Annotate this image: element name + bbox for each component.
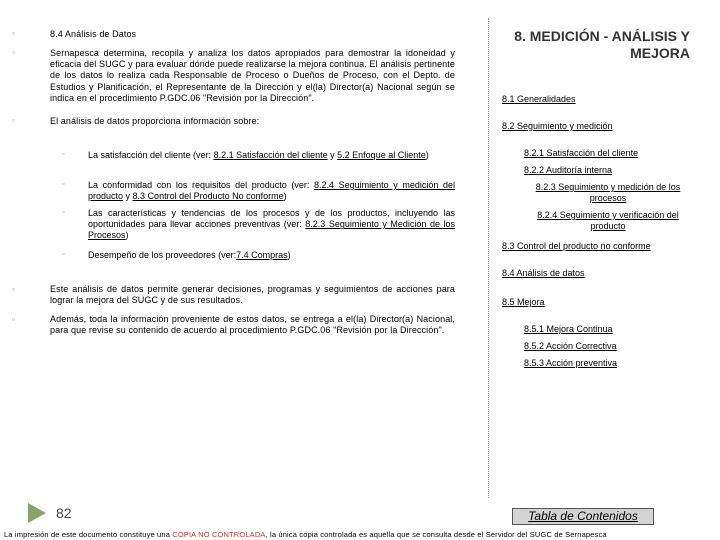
link-enfoque-cliente[interactable]: 5.2 Enfoque al Cliente bbox=[337, 150, 426, 160]
link-satisfaccion-cliente[interactable]: 8.2.1 Satisfacción del cliente bbox=[213, 150, 328, 160]
section-heading: 8.4 Análisis de Datos bbox=[50, 29, 137, 39]
table-of-contents-button[interactable]: Tabla de Contenidos bbox=[512, 508, 654, 525]
sub-item-1-end: ) bbox=[425, 150, 429, 160]
sub-bullet-icon: ▫ bbox=[62, 251, 65, 258]
sub-bullet-icon: ▫ bbox=[62, 181, 65, 188]
toc-item-8-4[interactable]: 8.4 Análisis de datos bbox=[502, 268, 585, 278]
arrow-right-icon bbox=[28, 503, 46, 523]
sub-item-4-end: ) bbox=[287, 250, 291, 260]
toc-item-8-3[interactable]: 8.3 Control del producto no conforme bbox=[502, 241, 651, 251]
toc-item-8-5[interactable]: 8.5 Mejora bbox=[502, 297, 545, 307]
toc-item-8-5-3[interactable]: 8.5.3 Acción preventiva bbox=[524, 358, 618, 368]
sub-item-3-end: ) bbox=[125, 230, 129, 241]
sub-item-4 bbox=[88, 250, 455, 261]
column-divider bbox=[488, 18, 489, 498]
sub-bullet-icon: ▫ bbox=[62, 209, 65, 216]
sub-item-2 bbox=[88, 180, 455, 202]
footer-disclaimer bbox=[4, 530, 716, 539]
toc-item-8-2-3[interactable]: 8.2.3 Seguimiento y medición de los procesos bbox=[535, 182, 681, 203]
toc-panel bbox=[492, 0, 720, 500]
paragraph-4: Además, toda la información proveniente de estos datos, se entrega a el(la) Director(a) Nacional, para que revise su contenido de acuerdo al procedimiento P.GDC.06 "Revisión por la Dirección". bbox=[50, 314, 455, 336]
link-seguimiento-procesos[interactable]: 8.2.3 Seguimiento y Medición de los Procesos bbox=[88, 219, 455, 241]
sub-item-2-mid: y bbox=[123, 191, 133, 202]
toc-title: 8. MEDICIÓN - ANÁLISIS Y MEJORA bbox=[514, 28, 690, 61]
toc-item-8-5-2[interactable]: 8.5.2 Acción Correctiva bbox=[524, 341, 617, 351]
paragraph-3: Este análisis de datos permite generar decisiones, programas y seguimientos de acciones para lograr la mejora del SUGC y de sus resultados. bbox=[50, 284, 455, 306]
link-seguimiento-producto[interactable]: 8.2.4 Seguimiento y medición del producto bbox=[88, 180, 455, 202]
sub-item-2-end: ) bbox=[283, 191, 287, 202]
footer-text-pre: La impresión de este documento constituye una bbox=[4, 530, 173, 539]
bullet-icon: ▫ bbox=[12, 29, 15, 38]
toc-item-8-2-4[interactable]: 8.2.4 Seguimiento y verificación del producto bbox=[537, 210, 679, 231]
paragraph-1: Sernapesca determina, recopila y analiza los datos apropiados para demostrar la idoneidad y eficacia del SUGC y para evaluar dónde puede realizarse la mejora continua. El análisis pertinente de los datos lo realiza cada Responsable de Proceso o Dueños de Proceso, con el Depto. de Estudios y Planificación, el Representante de la Dirección y el(la) Director(a) Nacional según se indica en el procedimiento P.GDC.06 "Revisión por la Dirección". bbox=[50, 48, 455, 103]
link-producto-no-conforme[interactable]: 8.3 Control del Producto No conforme bbox=[132, 191, 284, 202]
bullet-icon: ▫ bbox=[12, 48, 15, 57]
sub-item-2-text: La conformidad con los requisitos del producto (ver: bbox=[88, 180, 314, 190]
bullet-icon: ▫ bbox=[12, 315, 15, 324]
bullet-icon: ▫ bbox=[12, 285, 15, 294]
paragraph-2: El análisis de datos proporciona información sobre: bbox=[50, 116, 260, 126]
toc-item-8-2[interactable]: 8.2 Seguimiento y medición bbox=[502, 121, 613, 131]
toc-item-8-1[interactable]: 8.1 Generalidades bbox=[502, 94, 576, 104]
toc-item-8-2-2[interactable]: 8.2.2 Auditoría interna bbox=[524, 165, 613, 175]
bullet-icon: ▫ bbox=[12, 116, 15, 125]
page-number: 82 bbox=[56, 505, 72, 521]
footer-text-post: , la única copia controlada es aquella que se consulta desde el Servidor del SUGC de Sernapesca bbox=[265, 530, 607, 539]
sub-bullet-icon: ▫ bbox=[62, 151, 65, 158]
sub-item-4-text: Desempeño de los proveedores (ver: bbox=[88, 250, 237, 260]
sub-item-1-mid: y bbox=[327, 150, 338, 160]
sub-item-3 bbox=[88, 208, 455, 242]
footer-highlight: COPIA NO CONTROLADA bbox=[172, 530, 266, 539]
toc-item-8-2-1[interactable]: 8.2.1 Satisfacción del cliente bbox=[524, 148, 639, 158]
toc-item-8-5-1[interactable]: 8.5.1 Mejora Continua bbox=[524, 324, 613, 334]
sub-item-1-text: La satisfacción del cliente (ver: bbox=[88, 150, 214, 160]
sub-item-3-text: Las características y tendencias de los procesos y de los productos, incluyendo las oportunidades para llevar acciones preventivas (ver: bbox=[88, 208, 455, 230]
link-compras[interactable]: 7.4 Compras bbox=[236, 250, 288, 260]
sub-item-1 bbox=[88, 150, 455, 161]
